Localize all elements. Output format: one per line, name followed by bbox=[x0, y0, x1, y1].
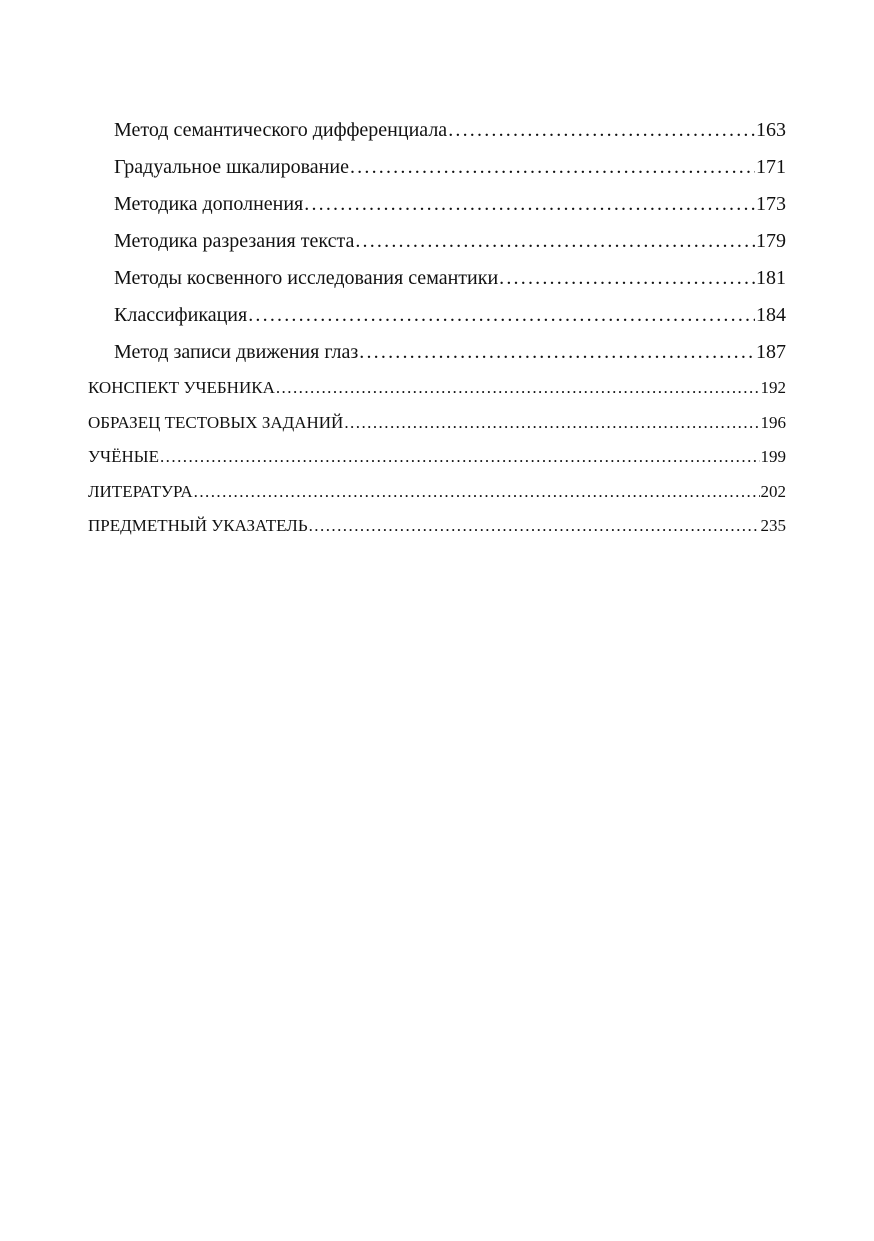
toc-entry-title: УЧЁНЫЕ bbox=[88, 447, 159, 466]
toc-entry-page: 196 bbox=[760, 412, 786, 432]
toc-entry-title: Методы косвенного исследования семантики bbox=[114, 267, 499, 289]
toc-entry-title: Методика дополнения bbox=[114, 193, 304, 215]
toc-entry-title: Градуальное шкалирование bbox=[114, 156, 349, 178]
toc-entry-page: 235 bbox=[760, 516, 786, 535]
toc-entry[interactable] bbox=[88, 442, 786, 477]
toc-entry-page: 192 bbox=[760, 378, 786, 397]
toc-entry[interactable] bbox=[88, 114, 786, 151]
toc-entry-page: 181 bbox=[756, 267, 786, 289]
toc-entry[interactable] bbox=[88, 511, 786, 546]
toc-entry-title: ЛИТЕРАТУРА bbox=[88, 481, 193, 501]
toc-dot-leader bbox=[355, 225, 755, 257]
toc-entry-page: 173 bbox=[756, 193, 786, 215]
toc-dot-leader bbox=[309, 511, 760, 541]
toc-entry-page: 171 bbox=[756, 156, 786, 178]
toc-dot-leader bbox=[499, 262, 755, 294]
toc-entry[interactable] bbox=[88, 373, 786, 408]
toc-entry-title: Методика разрезания текста bbox=[114, 230, 355, 252]
toc-entry-title: Классификация bbox=[114, 304, 248, 326]
toc-entry-page: 163 bbox=[756, 119, 786, 141]
toc-entry-page: 199 bbox=[760, 447, 786, 466]
toc-entry-title: КОНСПЕКТ УЧЕБНИКА bbox=[88, 378, 275, 397]
toc-entry[interactable] bbox=[88, 336, 786, 373]
toc-entry-title: Метод семантического дифференциала bbox=[114, 119, 448, 141]
toc-dot-leader bbox=[359, 336, 755, 368]
toc-entry-title: Метод записи движения глаз bbox=[114, 341, 359, 363]
toc-entry[interactable] bbox=[88, 151, 786, 188]
toc-entry-page: 179 bbox=[756, 230, 786, 252]
toc-entry[interactable] bbox=[88, 299, 786, 336]
toc-entry-page: 187 bbox=[756, 341, 786, 363]
toc-entry-title: ОБРАЗЕЦ ТЕСТОВЫХ ЗАДАНИЙ bbox=[88, 412, 344, 432]
toc-dot-leader bbox=[160, 442, 760, 472]
table-of-contents bbox=[88, 114, 786, 546]
toc-entry[interactable] bbox=[88, 408, 786, 443]
toc-dot-leader bbox=[350, 151, 755, 183]
toc-entry-page: 202 bbox=[760, 481, 786, 501]
toc-dot-leader bbox=[344, 408, 759, 438]
toc-entry[interactable] bbox=[88, 188, 786, 225]
toc-dot-leader bbox=[194, 477, 760, 507]
toc-dot-leader bbox=[248, 299, 755, 331]
toc-entry[interactable] bbox=[88, 262, 786, 299]
toc-entry-title: ПРЕДМЕТНЫЙ УКАЗАТЕЛЬ bbox=[88, 516, 308, 535]
toc-dot-leader bbox=[276, 373, 760, 403]
toc-entry[interactable] bbox=[88, 477, 786, 512]
toc-dot-leader bbox=[304, 188, 755, 220]
toc-entry[interactable] bbox=[88, 225, 786, 262]
toc-entry-page: 184 bbox=[756, 304, 786, 326]
toc-dot-leader bbox=[448, 114, 755, 146]
